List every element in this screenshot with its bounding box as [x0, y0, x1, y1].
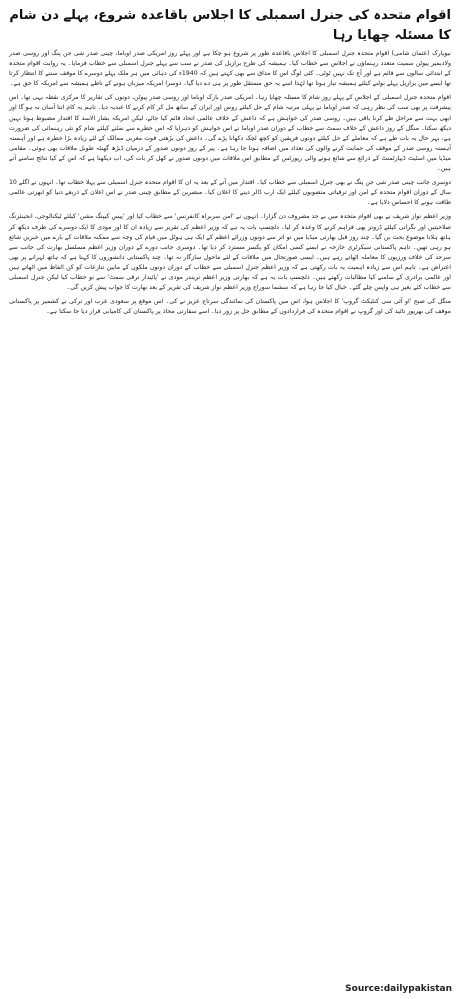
- article-headline: اقوام متحدہ کی جنرل اسمبلی کا اجلاس باقاعدہ شروع، پہلے دن شام کا مسئلہ چھایا رہا: [9, 8, 451, 43]
- article-paragraph-5: منگل کی صبح 'او آئی سی کنٹیکٹ گروپ' کا اجلاس ہوا، اس میں پاکستان کی نمائندگی سرتاج عزیز نے کی۔ اس موقع پر سعودی عرب اور ترکی نے کشمیر پر پاکستانی موقف کی بھرپور تائید کی اور گروپ نے اقوام متحدہ کی قراردادوں کے مطابق حل پر زور دیا۔ اسے سفارتی محاذ پر پاکستان کی کامیابی قرار دیا جا سکتا ہے۔: [9, 298, 451, 316]
- article-paragraph-4: وزیر اعظم نواز شریف نے بھی اقوام متحدہ میں بے حد مصروف دن گزارا۔ انہوں نے 'امن سربراہ کانفرنس' سے خطاب کیا اور 'پیس کیپنگ مشن' کیلئے ٹیکنالوجی، انجینئرنگ صلاحیتیں اور نگرانی کیلئے ڈرونز بھی فراہم کرنے کا وعدہ کر لیا۔ دلچسپ بات یہ ہے کہ وزیر اعظم کی تقریر سے زیادہ ان کا اور مودی کا ایک دوسرے کی طرف دیکھ کر ہاتھ ہلانا موضوع بحث بن گیا۔ چند روز قبل بھارتی میڈیا میں تو اتر سے دونوں وزرائے اعظم کے ایک ہی ہوٹل میں قیام کی وجہ سے ممکنہ ملاقات کے بارے میں خبریں شائع ہو رہی تھیں۔ تاہم پاکستانی سیکرٹری خارجہ نے ایسے کسی امکان کو یکسر مسترد کر دیا تھا۔ دوسری جانب دورے کے دوران وزیر اعظم مسلسل بھارت کی جانب سے سرحد کی خلاف ورزیوں کا معاملہ اٹھاتے رہے ہیں۔ ایسی صورتحال میں ملاقات کے لئے ماحول سازگار نہ تھا۔ چند پاکستانی دانشوروں کا کہنا ہے کہ ہاتھ لہرانے پر بھی اعتراض ہے۔ تاہم اس سے زیادہ اہمیت یہ بات رکھتی ہے کہ وزیر اعظم جنرل اسمبلی سے خطاب کے دوران دونوں ملکوں کے مابین تنازعات کو کن الفاظ میں اٹھاتے ہیں اور عالمی برادری کے سامنے کیا مطالبات رکھتے ہیں۔ دلچسپ بات یہ ہے کہ بھارتی وزیر اعظم نریندر مودی نے 'پائیدار ترقی سمٹ' سے تو خطاب کیا لیکن جنرل اسمبلی سے خطاب کئے بغیر ہی واپس چلے گئے۔ خیال کیا جا رہا ہے کہ سشما سوراج وزیر اعظم نواز شریف کی تقریر کے بعد بھارت کا جواب پیش کریں گی۔: [9, 213, 451, 292]
- article-paragraph-1: نیویارک (عثمان شامی) اقوام متحدہ جنرل اسمبلی کا اجلاس باقاعدہ طور پر شروع ہو چکا ہے اور پہلے روز امریکی صدر اوباما، چینی صدر شی جن پنگ اور روسی صدر ولادیمیر پیوٹن سمیت متعدد رہنماؤں نے اجلاس سے خطاب کیا۔ ہمیشہ کی طرح برازیل کی صدر نے سب سے پہلے جنرل اسمبلی سے خطاب فرمایا۔ یہ روایت اقوام متحدہ کے ابتدائی سالوں سے قائم ہے اور آج تک نہیں ٹوٹی۔ کئی لوگ اس کا مذاق سے بھی کہتے ہیں کہ 1940ء کی دہائی میں ہر ملک پہلے دوسرے کا موقف سننے کا انتظار کرتا تھا ایسے میں برازیل پہلے بولنے کیلئے ہمیشہ تیار ہوتا تھا لہٰذا اسے یہ حق مستقل طور پر ہی دے دیا گیا۔ دوسرا امریکہ میزبان ہونے کے ناطے ہمیشہ سے امریکہ کا حق ہے۔: [9, 50, 451, 88]
- article-paragraph-3: دوسری جانب چینی صدر شی جن پنگ نے بھی جنرل اسمبلی سے خطاب کیا۔ اقتدار میں آنے کے بعد یہ ان کا اقوام متحدہ جنرل اسمبلی سے پہلا خطاب تھا۔ انہوں نے اگلے 10 سال کے دوران اقوام متحدہ کے امن اور ترقیاتی منصوبوں کیلئے ایک ارب ڈالر دینے کا اعلان کیا۔ مبصرین کے مطابق چینی صدر نے اس اعلان کے ذریعے دنیا کو ابھرتی عالمی طاقت ہونے کا احساس دلایا ہے۔: [9, 179, 451, 207]
- source-credit: Source:dailypakistan: [345, 984, 452, 994]
- article-paragraph-2: اقوام متحدہ جنرل اسمبلی کے اجلاس کے پہلے روز شام کا مسئلہ چھایا رہا۔ امریکی صدر بارک اوباما اور روسی صدر پیوٹن، دونوں کی تقاریر کا مرکزی نقطہ یہی تھا۔ اس پیشرفت پر بھی سب کی نظر رہی کہ صدر اوباما نے پہلی مرتبہ شام کے حل کیلئے روس اور ایران کے ساتھ مل کر کام کرنے کا عندیہ دیا۔ تاہم یہ کام اتنا آسان نہ ہو گا اور ابھی بہت سے مراحل طے کرنا باقی ہیں۔ روسی صدر کی خواہش ہے کہ داعش کے خلاف عالمی اتحاد قائم کیا جائے، لیکن امریکہ بشار الاسد کا اقتدار مضبوط ہوتا نہیں دیکھ سکتا۔ منگل کے روز داعش کے خلاف سمٹ سے خطاب کے دوران صدر اوباما نے اس خواہش کو دہرایا کہ اس خطرے سے نمٹنے کیلئے شام کو نئی رہنمائی کی ضرورت ہے، بہر حال یہ بات طے ہے کہ معاملے کے حل کیلئے دونوں فریقین کو کچھ لچک دکھانا پڑے گی۔ داعش کی بڑھتی قوت مغربی ممالک کے لئے زیادہ بڑا خطرہ ہے اور آہستہ آہستہ روسی صدر کے موقف کی حمایت کرنے والوں کی تعداد میں اضافہ ہوتا جا رہا ہے۔ پیر کے روز دونوں صدور کے درمیان ڈیڑھ گھنٹہ طویل ملاقات بھی ہوئی۔ مقامی میڈیا میں اسٹیٹ ڈیپارٹمنٹ کے ذرائع سے شائع ہونے والی رپورٹس کے مطابق اس ملاقات میں دونوں صدور نے کھل کر بات کی، اب دیکھنا ہے کہ اس کے کیا نتائج سامنے آتے ہیں۔: [9, 94, 451, 173]
